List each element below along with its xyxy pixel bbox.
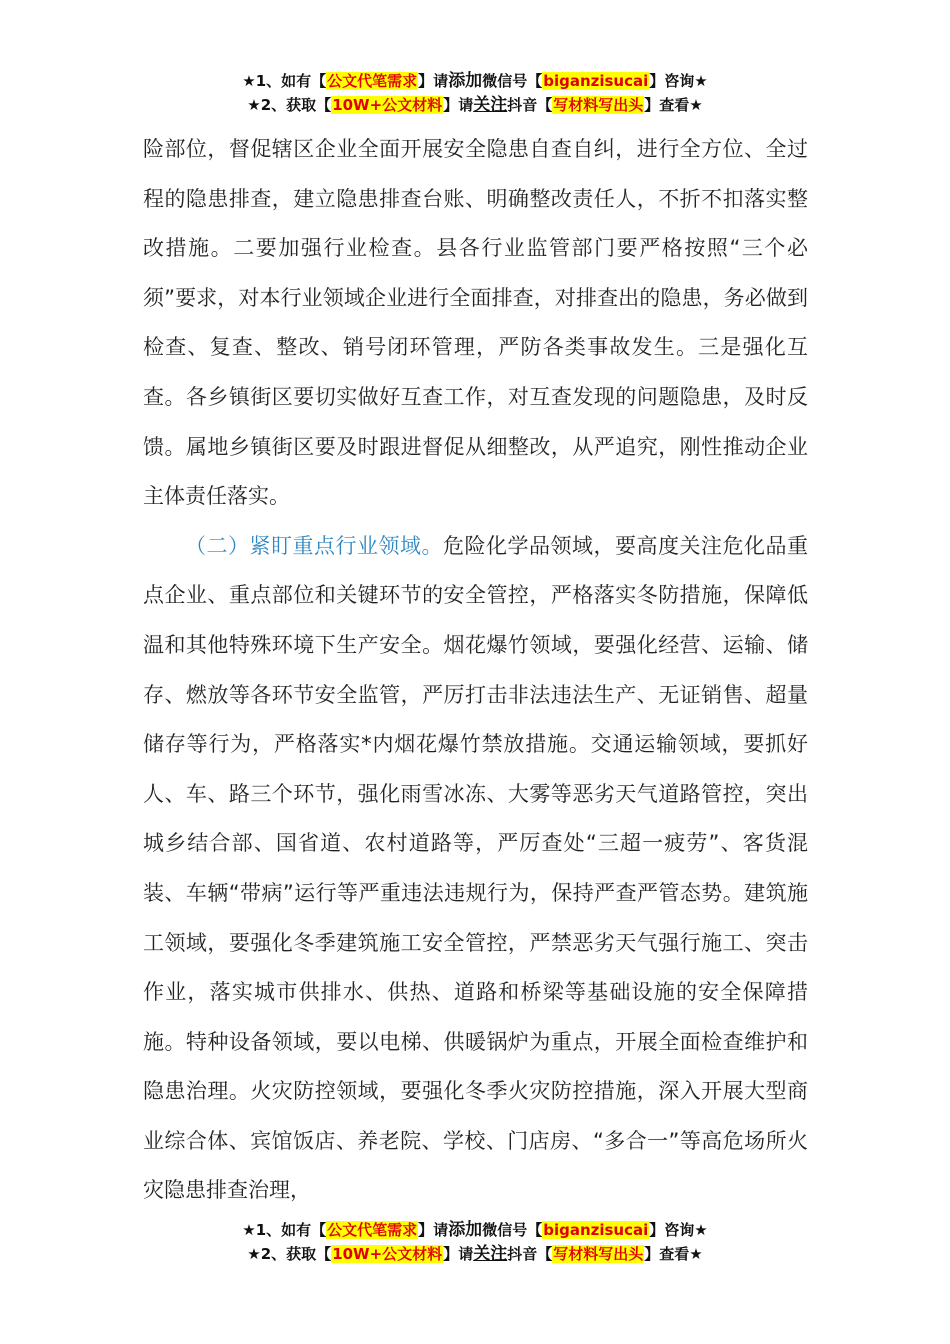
- document-body: [143, 125, 808, 1216]
- banner-text: 】咨询★: [649, 72, 708, 90]
- banner-text: 】请: [418, 1221, 449, 1239]
- banner-line-2: [0, 93, 950, 117]
- banner-text: ★2、获取【: [247, 96, 332, 114]
- banner-text: ★1、如有【: [242, 1221, 327, 1239]
- banner-emphasis: 添加: [448, 71, 483, 91]
- banner-text: 】请: [443, 1245, 474, 1263]
- banner-line-1: [0, 1218, 950, 1242]
- banner-highlight: biganzisucai: [543, 1221, 649, 1239]
- banner-text: 】查看★: [644, 1245, 703, 1263]
- banner-text: 】请: [443, 96, 474, 114]
- banner-text: 】请: [418, 72, 449, 90]
- banner-highlight: 10W+公文材料: [332, 96, 443, 114]
- banner-highlight: 公文代笔需求: [327, 1221, 418, 1239]
- banner-highlight: 写材料写出头: [553, 1245, 644, 1263]
- banner-text: 抖音【: [507, 1245, 553, 1263]
- banner-text: 抖音【: [507, 96, 553, 114]
- banner-line-2: [0, 1242, 950, 1266]
- banner-highlight: 10W+公文材料: [332, 1245, 443, 1263]
- banner-text: 】咨询★: [649, 1221, 708, 1239]
- banner-highlight: biganzisucai: [543, 72, 649, 90]
- paragraph-2-text: 危险化学品领域，要高度关注危化品重点企业、重点部位和关键环节的安全管控，严格落实冬防措施，保障低温和其他特殊环境下生产安全。烟花爆竹领域，要强化经营、运输、储存、燃放等各环节安全监管，严厉打击非法违法生产、无证销售、超量储存等行为，严格落实*内烟花爆竹禁放措施。交通运输领域，要抓好人、车、路三个环节，强化雨雪冰冻、大雾等恶劣天气道路管控，突出城乡结合部、国省道、农村道路等，严厉查处“三超一疲劳”、客货混装、车辆“带病”运行等严重违法违规行为，保持严查严管态势。建筑施工领域，要强化冬季建筑施工安全管控，严禁恶劣天气强行施工、突击作业，落实城市供排水、供热、道路和桥梁等基础设施的安全保障措施。特种设备领域，要以电梯、供暖锅炉为重点，开展全面检查维护和隐患治理。火灾防控领域，要强化冬季火灾防控措施，深入开展大型商业综合体、宾馆饭店、养老院、学校、门店房、“多合一”等高危场所火灾隐患排查治理，: [143, 533, 808, 1203]
- paragraph-1: 险部位，督促辖区企业全面开展安全隐患自查自纠，进行全方位、全过程的隐患排查，建立隐患排查台账、明确整改责任人，不折不扣落实整改措施。二要加强行业检查。县各行业监管部门要严格按照“三个必须”要求，对本行业领域企业进行全面排查，对排查出的隐患，务必做到检查、复查、整改、销号闭环管理，严防各类事故发生。三是强化互查。各乡镇街区要切实做好互查工作，对互查发现的问题隐患，及时反馈。属地乡镇街区要及时跟进督促从细整改，从严追究，刚性推动企业主体责任落实。: [143, 137, 808, 509]
- header-banner: [0, 69, 950, 117]
- banner-text: 】查看★: [644, 96, 703, 114]
- section-heading: （二）紧盯重点行业领域。: [185, 533, 443, 558]
- footer-banner: [0, 1218, 950, 1266]
- banner-text: ★2、获取【: [247, 1245, 332, 1263]
- banner-text: ★1、如有【: [242, 72, 327, 90]
- banner-highlight: 写材料写出头: [553, 96, 644, 114]
- banner-emphasis: 添加: [448, 1220, 483, 1240]
- banner-emphasis: 关注: [473, 95, 508, 115]
- banner-highlight: 公文代笔需求: [327, 72, 418, 90]
- banner-line-1: [0, 69, 950, 93]
- banner-text: 微信号【: [482, 72, 543, 90]
- banner-text: 微信号【: [482, 1221, 543, 1239]
- banner-emphasis: 关注: [473, 1244, 508, 1264]
- paragraph-2: [143, 522, 808, 1216]
